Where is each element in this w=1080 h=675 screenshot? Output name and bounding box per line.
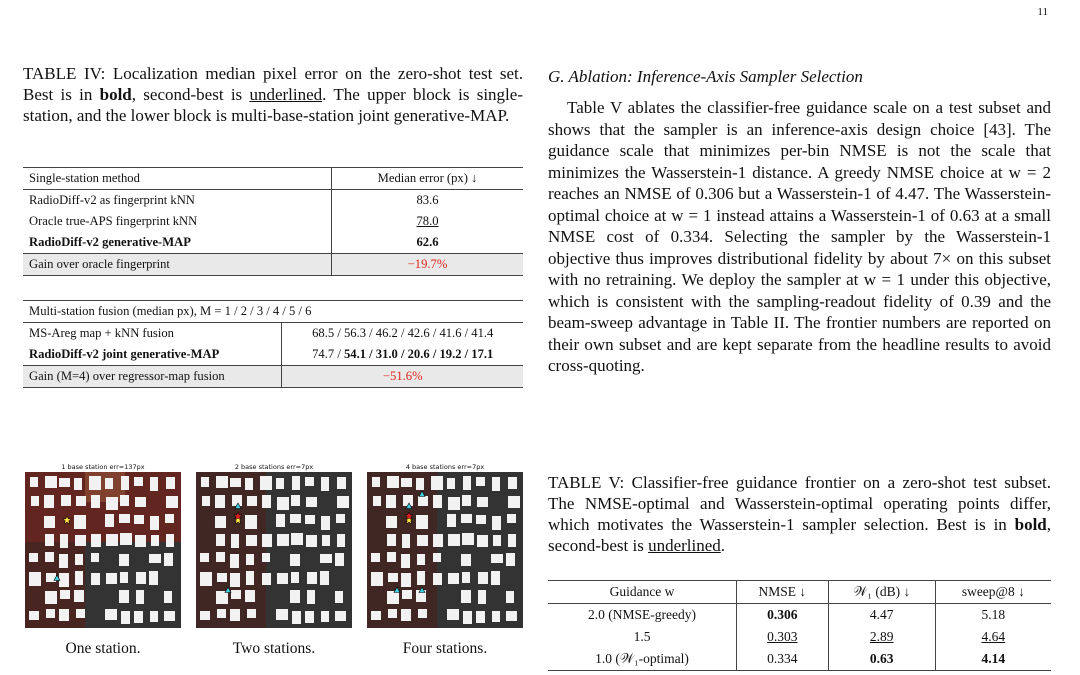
table4-multi	[23, 300, 523, 388]
gain-row: Gain over oracle fingerprint −19.7%	[23, 254, 523, 276]
gain-row: Gain (M=4) over regressor-map fusion −51.6%	[23, 366, 523, 388]
figure-panel-1	[25, 462, 181, 628]
panel-title: 2 base stations err=7px	[234, 463, 314, 471]
table5-caption: TABLE V: Classifier-free guidance frontier on a zero-shot test subset. The NMSE-optimal and Wasserstein-optimal operating points differ, which motivates the Wasserstein-1 sampler selection. Best is in bold, second-best is underlined.	[548, 473, 1051, 555]
table-row: Oracle true-APS fingerprint kNN 78.0	[23, 211, 523, 232]
figure-panel-3	[367, 462, 523, 628]
subcaption-2: Two stations.	[232, 640, 316, 657]
multi-header: Multi-station fusion (median px), M = 1 / 2 / 3 / 4 / 5 / 6	[23, 301, 523, 323]
radio-map-image	[196, 472, 352, 628]
table-row: 1.0 (𝒲₁-optimal) 0.334 0.63 4.14	[548, 648, 1051, 671]
col-header-method: Single-station method	[23, 168, 332, 190]
table-row: RadioDiff-v2 generative-MAP 62.6	[23, 232, 523, 254]
table-row: MS-Areg map + kNN fusion 68.5 / 56.3 / 46.2 / 42.6 / 41.6 / 41.4	[23, 323, 523, 345]
section-heading: G. Ablation: Inference-Axis Sampler Selection	[548, 67, 863, 86]
panel-title: 1 base station err=137px	[61, 463, 145, 471]
table-header-row: Guidance w NMSE ↓ 𝒲₁ (dB) ↓ sweep@8 ↓	[548, 581, 1051, 604]
radio-map-image	[25, 472, 181, 628]
page-number: 11	[1037, 6, 1048, 18]
table-row: RadioDiff-v2 joint generative-MAP 74.7 / 54.1 / 31.0 / 20.6 / 19.2 / 17.1	[23, 344, 523, 366]
panel-title: 4 base stations err=7px	[405, 463, 485, 471]
table-row: 2.0 (NMSE-greedy) 0.306 4.47 5.18	[548, 604, 1051, 627]
col-header-median: Median error (px) ↓	[332, 168, 523, 190]
figure-panel-2	[196, 462, 352, 628]
subcaption-3: Four stations.	[402, 640, 488, 657]
paragraph: Table V ablates the classifier-free guidance scale on a test subset and shows that the sampler is an inference-axis design choice [43]. The guidance scale that minimizes per-bin NMSE is not the scale that minimizes the Wasserstein-1 distance. A greedy NMSE choice at w = 2 reaches an NMSE of 0.306 but a Wasserstein-1 of 4.47. The Wasserstein-optimal choice at w = 1 instead attains a Wasserstein-1 of 0.63 at a small NMSE cost of 0.334. Selecting the sampler by the Wasserstein-1 objective thus improves distributional fidelity by about 7× on this subset with no retraining. We deploy the sampler at w = 1 under this objective, which is consistent with the sampling-readout fidelity of 0.39 and the beam-sweep advantage in Table II. The frontier numbers are reported on their own subset and are kept separate from the headline results to avoid cross-quoting.	[548, 98, 1051, 375]
section-body	[548, 97, 1051, 377]
table5	[548, 580, 1051, 671]
table4-caption: TABLE IV: Localization median pixel error on the zero-shot test set. Best is in bold, second-best is underlined. The upper block is single-station, and the lower block is multi-base-station joint generative-MAP.	[23, 64, 523, 125]
table-row: RadioDiff-v2 as fingerprint kNN 83.6	[23, 190, 523, 212]
radio-map-image	[367, 472, 523, 628]
subcaption-1: One station.	[65, 640, 141, 657]
table4-single	[23, 167, 523, 276]
table-row: 1.5 0.303 2.89 4.64	[548, 626, 1051, 648]
